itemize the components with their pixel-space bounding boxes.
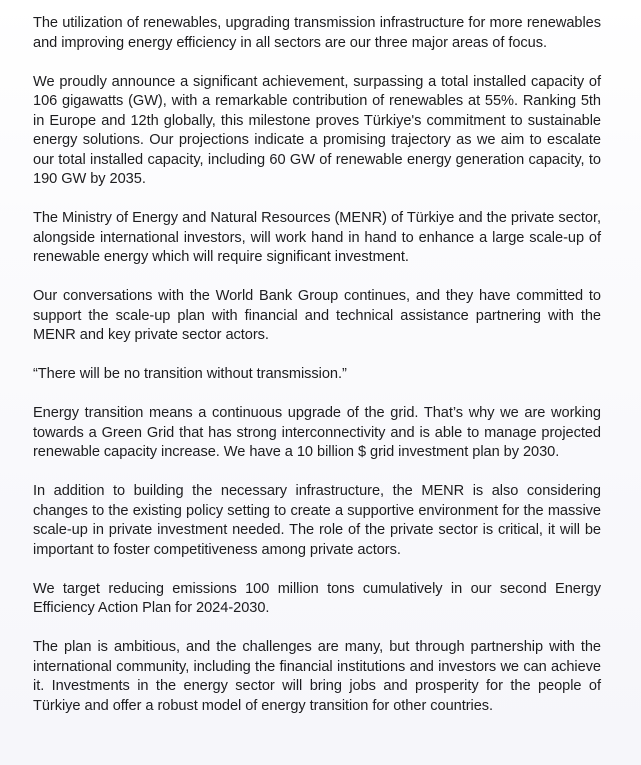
document-body [33, 14, 601, 736]
paragraph-green-grid: Energy transition means a continuous upgrade of the grid. That’s why we are working towards a Green Grid that has strong interconnectivity and is able to manage projected renewable capacity increase. We have a 10 billion $ grid investment plan by 2030. [33, 405, 601, 460]
paragraph-menr-private-sector: The Ministry of Energy and Natural Resources (MENR) of Türkiye and the private sector, alongside international investors, will work hand in hand to enhance a large scale-up of renewable energy which will require significant investment. [33, 210, 601, 265]
paragraph-policy-setting: In addition to building the necessary infrastructure, the MENR is also considering changes to the existing policy setting to create a supportive environment for the massive scale-up in private investment needed. The role of the private sector is critical, it will be important to foster competitiveness among private actors. [33, 483, 601, 558]
paragraph-world-bank: Our conversations with the World Bank Group continues, and they have committed to support the scale-up plan with financial and technical assistance partnering with the MENR and key private sector actors. [33, 288, 601, 343]
paragraph-focus-areas: The utilization of renewables, upgrading transmission infrastructure for more renewables and improving energy efficiency in all sectors are our three major areas of focus. [33, 15, 601, 51]
paragraph-quote: “There will be no transition without transmission.” [33, 366, 347, 382]
paragraph-emissions-target: We target reducing emissions 100 million tons cumulatively in our second Energy Efficiency Action Plan for 2024-2030. [33, 580, 601, 616]
paragraph-installed-capacity: We proudly announce a significant achievement, surpassing a total installed capacity of 106 gigawatts (GW), with a remarkable contribution of renewables at 55%. Ranking 5th in Europe and 12th globally, this milestone proves Türkiye's commitment to sustainable energy solutions. Our projections indicate a promising trajectory as we aim to escalate our total installed capacity, including 60 GW of renewable energy generation capacity, to 190 GW by 2035. [33, 73, 601, 187]
paragraph-partnership: The plan is ambitious, and the challenges are many, but through partnership with the international community, including the financial institutions and investors we can achieve it. Investments in the energy sector will bring jobs and prosperity for the people of Türkiye and offer a robust model of energy transition for other countries. [33, 639, 601, 714]
